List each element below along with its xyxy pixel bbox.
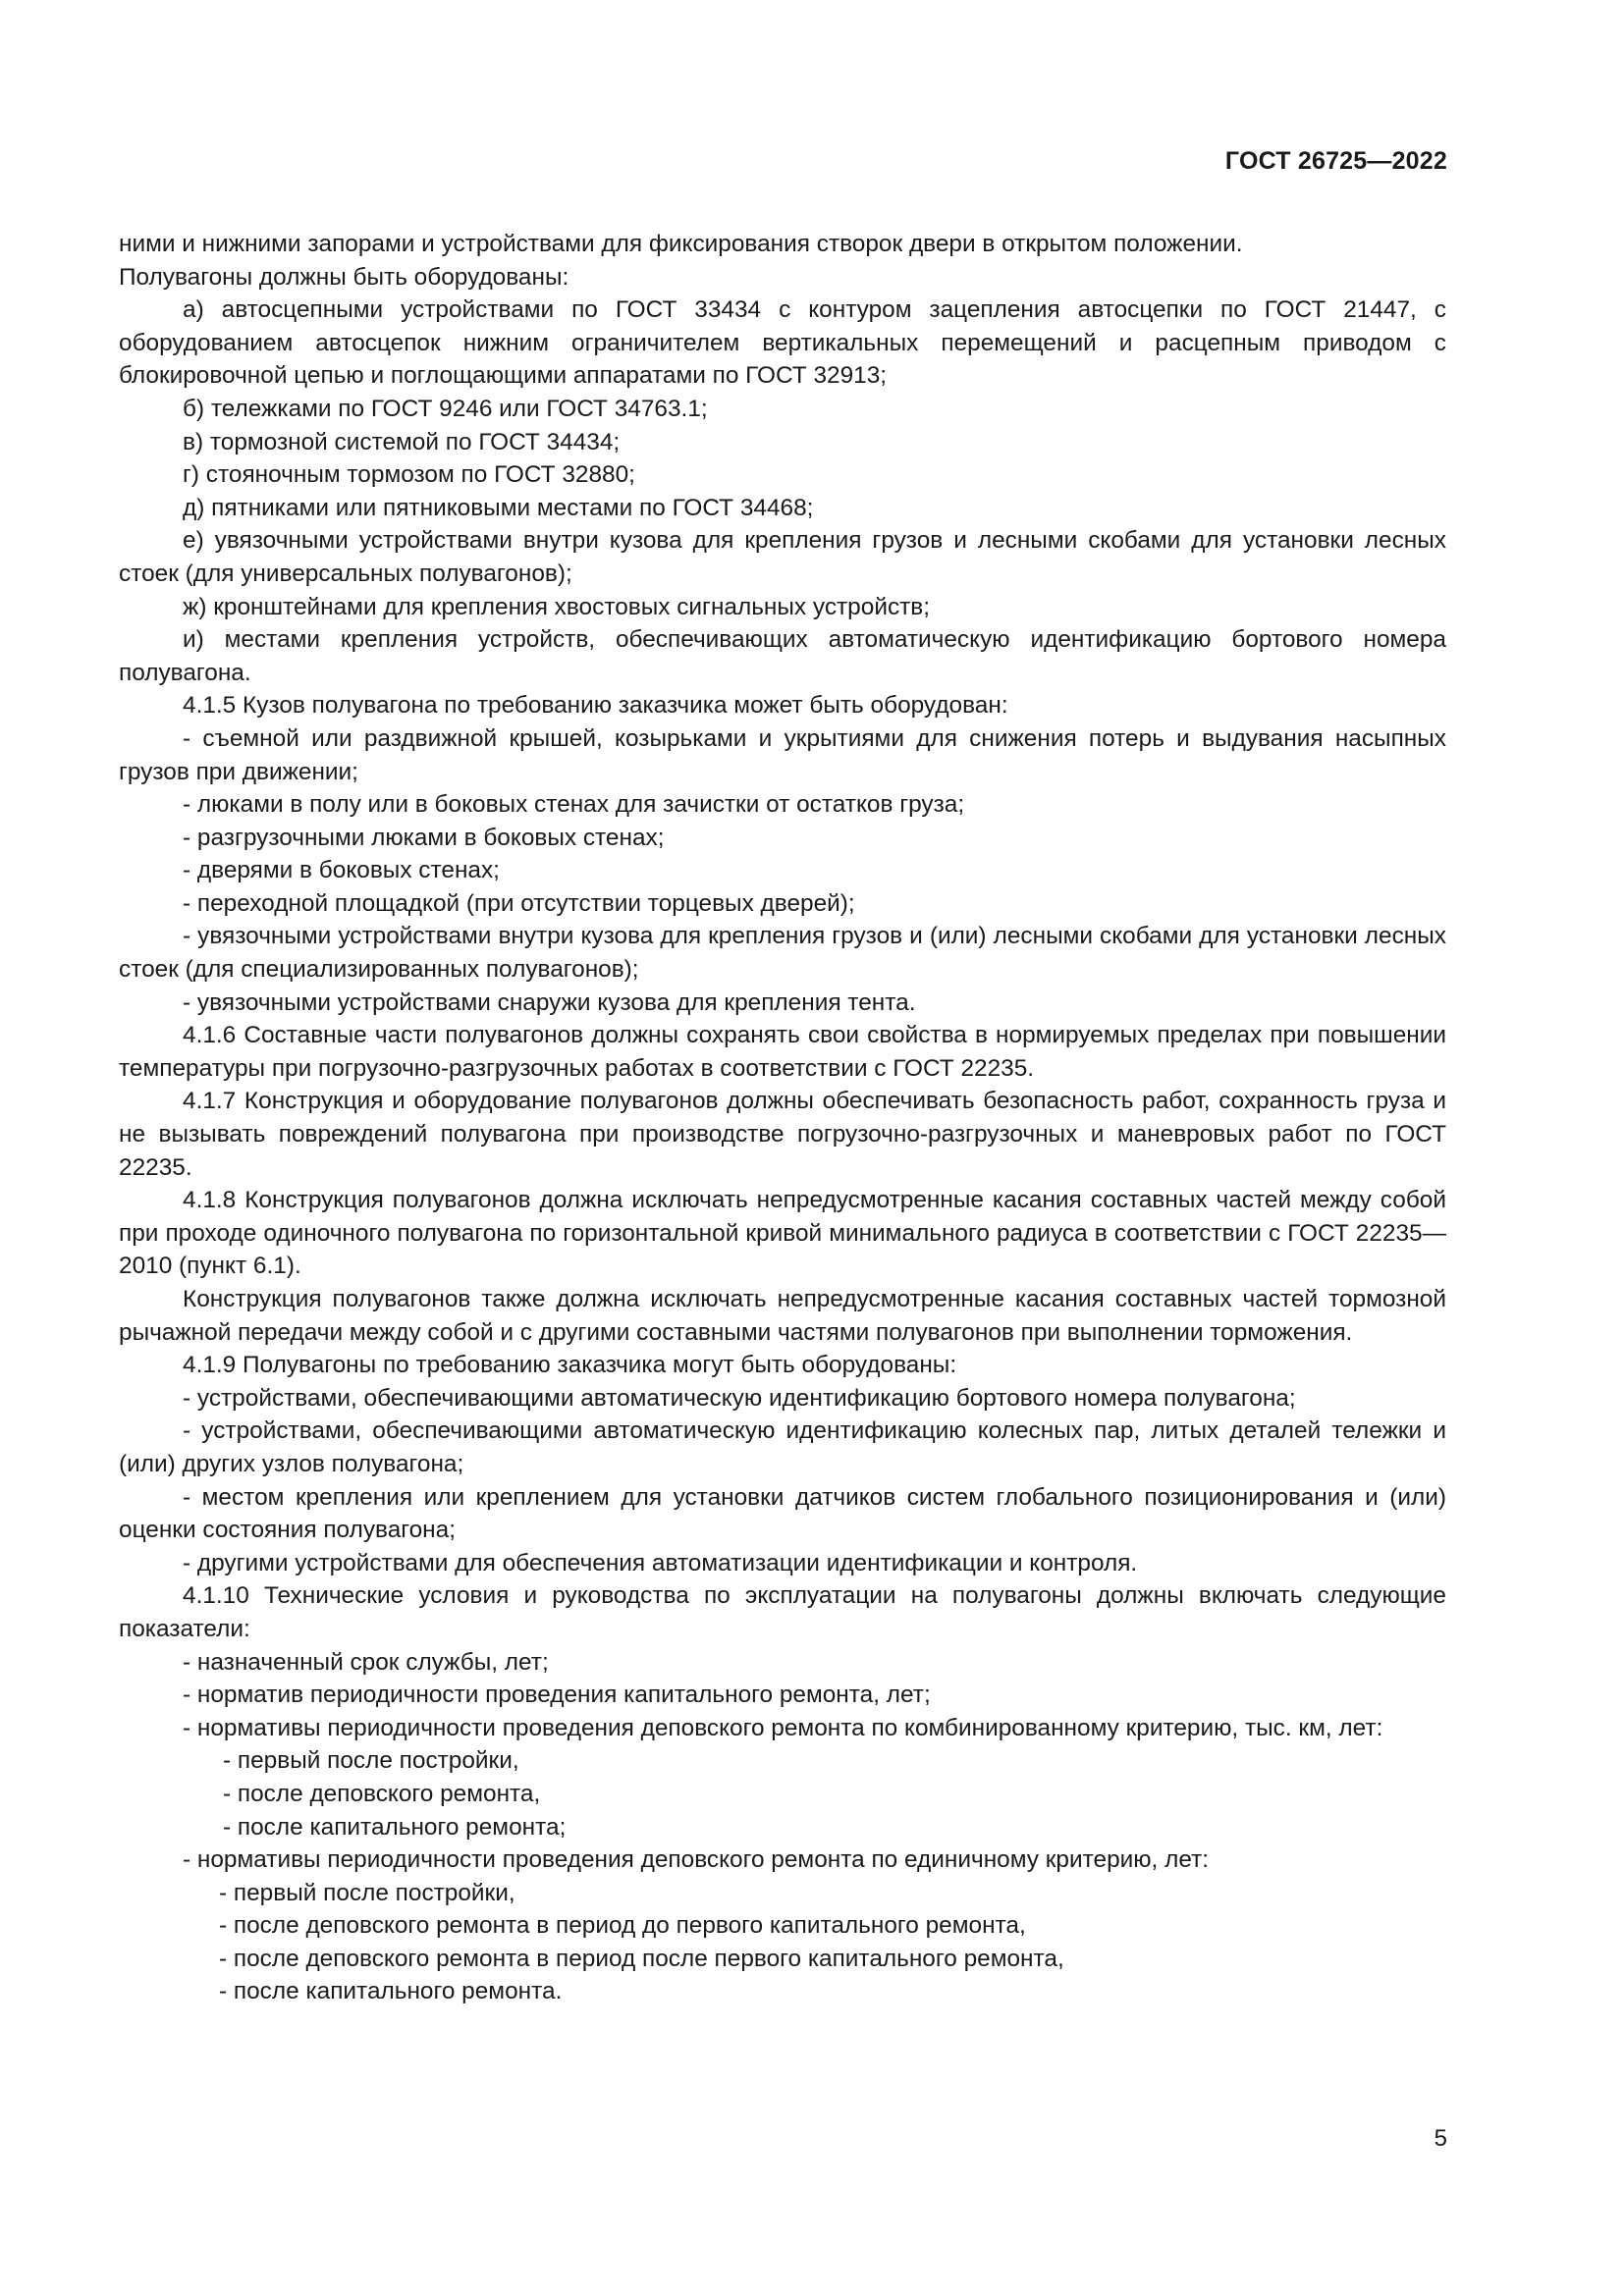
list-item: - нормативы периодичности проведения деповского ремонта по единичному критерию, лет: [183,1846,1210,1874]
sub-list-item: - после капитального ремонта. [219,1978,563,2005]
list-item: - переходной площадкой (при отсутствии торцевых дверей); [183,889,855,917]
list-item: - норматив периодичности проведения капитального ремонта, лет; [183,1682,931,1709]
list-item: - другими устройствами для обеспечения автоматизации идентификации и контроля. [183,1549,1138,1576]
document-header-title: ГОСТ 26725—2022 [1224,147,1447,175]
section-paragraph-4-1-5: 4.1.5 Кузов полувагона по требованию заказчика может быть оборудован: [183,692,1008,720]
list-item: в) тормозной системой по ГОСТ 34434; [183,428,621,455]
section-paragraph-4-1-8: 4.1.8 Конструкция полувагонов должна исключать непредусмотренные касания составных частей между собой при проходе одиночного полувагона по горизонтальной кривой минимального радиуса в соответствии с ГОСТ 22235—2010 (пункт 6.1). [119,1187,1446,1280]
section-paragraph-4-1-9: 4.1.9 Полувагоны по требованию заказчика могут быть оборудованы: [183,1352,957,1379]
section-paragraph-4-1-10: 4.1.10 Технические условия и руководства по эксплуатации на полувагоны должны включать следующие показатели: [119,1582,1446,1642]
paragraph: ними и нижними запорами и устройствами для фиксирования створок двери в открытом положении. [119,231,1243,257]
list-item: - разгрузочными люками в боковых стенах; [183,824,665,851]
list-item: - устройствами, обеспечивающими автоматическую идентификацию бортового номера полувагона; [183,1384,1296,1412]
list-item: - съемной или раздвижной крышей, козырьками и укрытиями для снижения потерь и выдувания насыпных грузов при движении; [119,724,1446,785]
list-item: е) увязочными устройствами внутри кузова для крепления грузов и лесными скобами для установки лесных стоек (для универсальных полувагонов); [119,527,1446,587]
list-item: б) тележками по ГОСТ 9246 или ГОСТ 34763.1; [183,395,708,422]
section-paragraph-4-1-7: 4.1.7 Конструкция и оборудование полувагонов должны обеспечивать безопасность работ, сохранность груза и не вызывать повреждений полувагона при производстве погрузочно-разгрузочных и маневровых работ по ГОСТ 22235. [119,1088,1446,1181]
paragraph: Полувагоны должны быть оборудованы: [119,263,569,291]
list-item: ж) кронштейнами для крепления хвостовых сигнальных устройств; [183,593,931,620]
paragraph: Конструкция полувагонов также должна исключать непредусмотренные касания составных частей тормозной рычажной передачи между собой и с другими составными частями полувагонов при выполнении торможения. [119,1286,1446,1346]
sub-list-item: - первый после постройки, [219,1879,515,1906]
list-item: - нормативы периодичности проведения деповского ремонта по комбинированному критерию, тыс. км, лет: [183,1714,1383,1741]
sub-list-item: - первый после постройки, [223,1747,519,1775]
list-item: - дверями в боковых стенах; [183,857,500,884]
page-number: 5 [1434,2125,1447,2152]
section-paragraph-4-1-6: 4.1.6 Составные части полувагонов должны сохранять свои свойства в нормируемых пределах при повышении температуры при погрузочно-разгрузочных работах в соответствии с ГОСТ 22235. [119,1022,1446,1082]
list-item: - люками в полу или в боковых стенах для зачистки от остатков груза; [183,791,965,819]
list-item: д) пятниками или пятниковыми местами по ГОСТ 34468; [183,494,814,521]
list-item: - местом крепления или креплением для установки датчиков систем глобального позиционирования и (или) оценки состояния полувагона; [119,1483,1446,1544]
list-item: и) местами крепления устройств, обеспечивающих автоматическую идентификацию бортового номера полувагона. [119,626,1446,686]
sub-list-item: - после деповского ремонта, [223,1780,541,1807]
list-item: - назначенный срок службы, лет; [183,1648,549,1676]
sub-list-item: - после капитального ремонта; [223,1813,567,1841]
list-item: - увязочными устройствами внутри кузова для крепления грузов и (или) лесными скобами для установки лесных стоек (для специализированных полувагонов); [119,923,1446,984]
sub-list-item: - после деповского ремонта в период после первого капитального ремонта, [219,1945,1064,1972]
document-body [119,228,1446,2008]
list-item: г) стояночным тормозом по ГОСТ 32880; [183,461,635,489]
list-item: а) автосцепными устройствами по ГОСТ 33434 с контуром зацепления автосцепки по ГОСТ 21447, с оборудованием автосцепок нижним ограничителем вертикальных перемещений и расцепным приводом с блокировочной цепью и поглощающими аппаратами по ГОСТ 32913; [119,296,1446,390]
list-item: - увязочными устройствами снаружи кузова для крепления тента. [183,988,916,1016]
sub-list-item: - после деповского ремонта в период до первого капитального ремонта, [219,1912,1026,1940]
list-item: - устройствами, обеспечивающими автоматическую идентификацию колесных пар, литых деталей тележки и (или) других узлов полувагона; [119,1417,1446,1477]
